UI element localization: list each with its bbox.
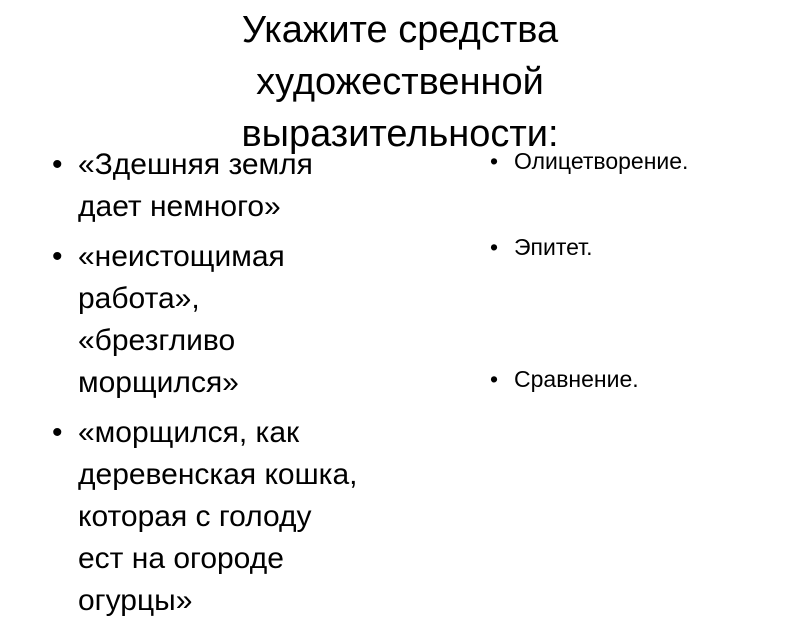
device-item	[488, 232, 593, 262]
bullet-marker: •	[490, 234, 499, 260]
quote-line: «морщился, как	[78, 416, 300, 449]
quote-line: дает немного»	[78, 190, 281, 223]
quote-line: «брезгливо	[78, 324, 236, 357]
quote-line: огурцы»	[78, 584, 193, 617]
slide-title-line: Укажите средства	[241, 9, 559, 51]
quote-line: которая с голоду	[78, 500, 312, 533]
bullet-marker: •	[52, 416, 63, 449]
quote-item	[48, 412, 428, 622]
device-label: Эпитет.	[514, 234, 593, 260]
device-item	[488, 364, 639, 394]
device-item	[488, 146, 688, 176]
bullet-marker: •	[490, 148, 499, 174]
quote-line: деревенская кошка,	[78, 458, 358, 491]
quote-item	[48, 144, 428, 228]
device-label: Олицетворение.	[514, 148, 689, 174]
slide-title-line: художественной	[256, 61, 544, 103]
bullet-marker: •	[52, 148, 63, 181]
quote-line: ест на огороде	[78, 542, 284, 575]
slide-title-line: выразительности:	[241, 113, 559, 155]
device-label: Сравнение.	[514, 366, 639, 392]
quote-line: «Здешняя земля	[78, 148, 313, 181]
quote-line: «неистощимая	[78, 240, 285, 273]
quote-line: работа»,	[78, 282, 200, 315]
bullet-marker: •	[490, 366, 499, 392]
bullet-marker: •	[52, 240, 63, 273]
quote-line: морщился»	[78, 366, 239, 399]
quote-item	[48, 236, 428, 404]
quotes-list	[48, 144, 428, 630]
slide-title	[0, 4, 800, 160]
